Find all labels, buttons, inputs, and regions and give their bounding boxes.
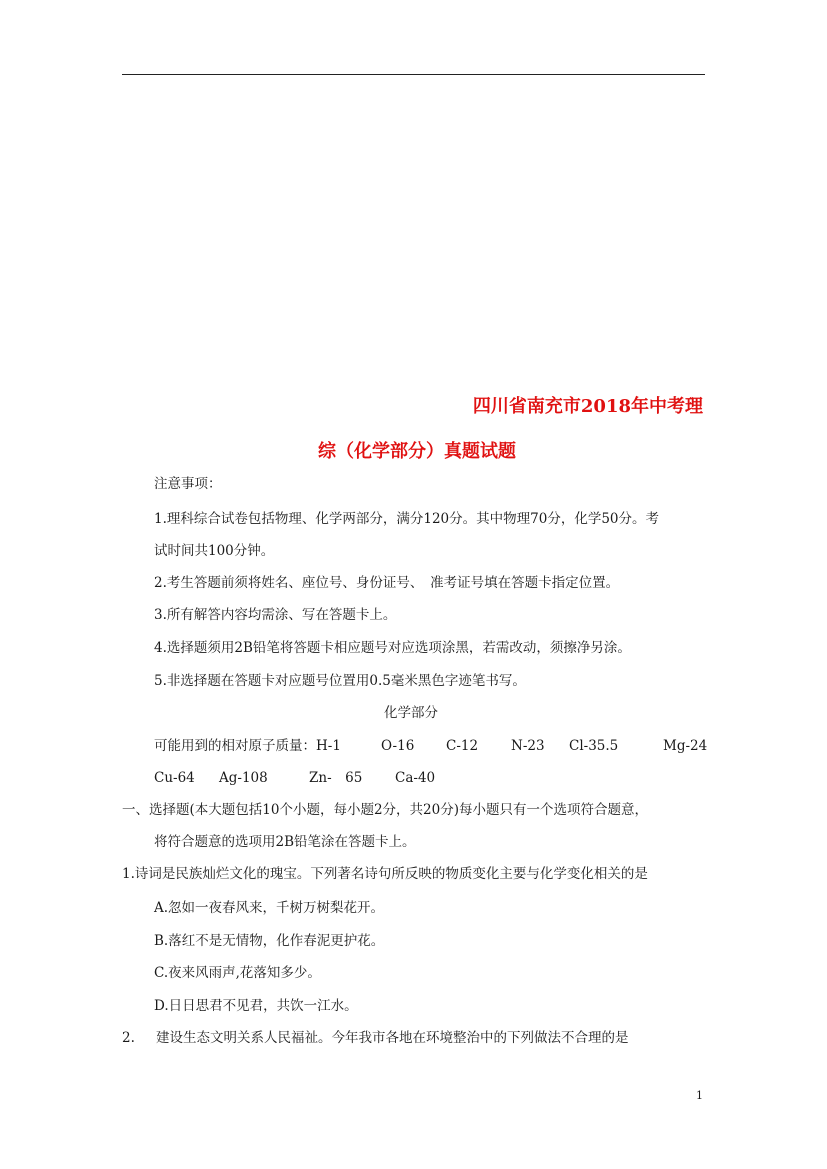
question-2-number: 2. — [122, 1030, 135, 1046]
question-1-option-d: D.日日思君不见君，共饮一江水。 — [154, 998, 358, 1014]
notice-item-1b: 试时间共100分钟。 — [154, 543, 275, 559]
atomic-mass-item: Mg-24 — [663, 738, 708, 754]
question-1-option-b: B.落红不是无情物，化作春泥更护花。 — [154, 933, 385, 949]
header-rule — [122, 74, 705, 75]
atomic-mass-item: N-23 — [511, 738, 545, 754]
question-1-option-c: C.夜来风雨声,花落知多少。 — [154, 965, 321, 981]
doc-title-line1: 四川省南充市2018年中考理 — [472, 396, 703, 417]
notice-item-5: 5.非选择题在答题卡对应题号位置用0.5毫米黑色字迹笔书写。 — [154, 673, 526, 689]
atomic-mass-item: Ca-40 — [395, 770, 436, 786]
atomic-mass-item: Cl-35.5 — [569, 738, 619, 754]
section-title: 化学部分 — [384, 705, 438, 721]
question-1-stem: 1.诗词是民族灿烂文化的瑰宝。下列著名诗句所反映的物质变化主要与化学变化相关的是 — [122, 866, 648, 882]
notice-item-2: 2.考生答题前须将姓名、座位号、身份证号、 准考证号填在答题卡指定位置。 — [154, 575, 620, 591]
question-2-stem: 建设生态文明关系人民福祉。今年我市各地在环境整治中的下列做法不合理的是 — [156, 1030, 629, 1046]
atomic-mass-item: Ag-108 — [219, 770, 268, 786]
atomic-mass-item: O-16 — [381, 738, 415, 754]
part1-heading-a: 一、选择题(本大题包括10个小题，每小题2分，共20分)每小题只有一个选项符合题意， — [122, 802, 648, 818]
notice-heading: 注意事项： — [154, 476, 222, 492]
atomic-mass-item: C-12 — [446, 738, 479, 754]
atomic-mass-label: 可能用到的相对原子质量：H-1 — [154, 738, 341, 754]
notice-item-4: 4.选择题须用2B铅笔将答题卡相应题号对应选项涂黑，若需改动，须擦净另涂。 — [154, 640, 631, 656]
notice-item-1a: 1.理科综合试卷包括物理、化学两部分，满分120分。其中物理70分，化学50分。考 — [154, 511, 660, 527]
doc-title-line2: 综（化学部分）真题试题 — [318, 441, 516, 462]
atomic-mass-item: Cu-64 — [154, 770, 195, 786]
question-1-option-a: A.忽如一夜春风来，千树万树梨花开。 — [154, 900, 385, 916]
part1-heading-b: 将符合题意的选项用2B铅笔涂在答题卡上。 — [154, 834, 416, 850]
page-number: 1 — [696, 1089, 703, 1102]
atomic-mass-item: Zn- 65 — [309, 770, 363, 786]
notice-item-3: 3.所有解答内容均需涂、写在答题卡上。 — [154, 607, 397, 623]
